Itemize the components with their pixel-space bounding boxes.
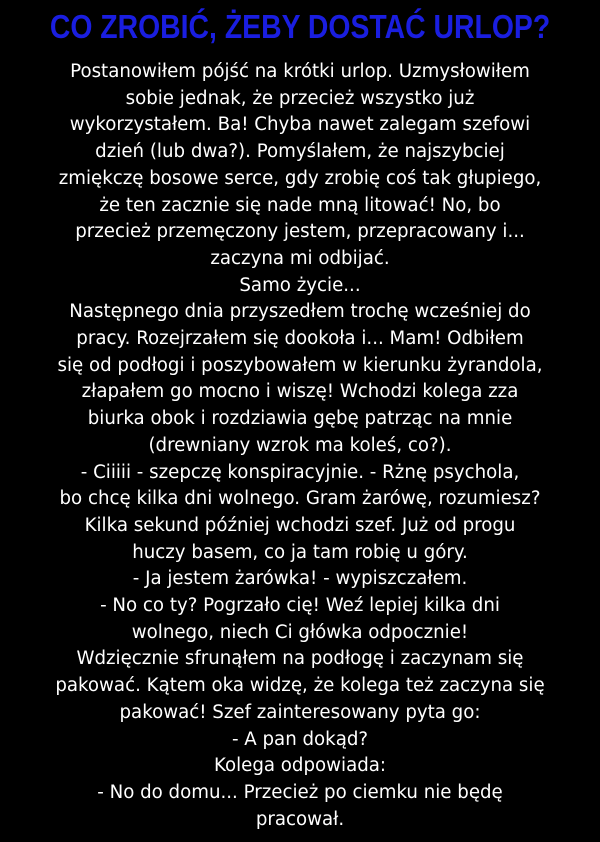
story-line: dzień (lub dwa?). Pomyślałem, że najszybciej bbox=[95, 141, 505, 163]
story-line: - Ciiiii - szepczę konspiracyjnie. - Rżnę psychola, bbox=[80, 461, 520, 483]
story-line: pracy. Rozejrzałem się dookoła i... Mam! Odbiłem bbox=[76, 328, 524, 350]
story-line: przecież przemęczony jestem, przepracowany i... bbox=[75, 221, 525, 243]
story-line: sobie jednak, że przecież wszystko już bbox=[125, 87, 475, 109]
story-line: że ten zacznie się nade mną litować! No, bo bbox=[99, 194, 501, 216]
story-line: Samo życie... bbox=[239, 274, 361, 296]
story-line: bo chcę kilka dni wolnego. Gram żarówę, rozumiesz? bbox=[59, 488, 541, 510]
story-line: wykorzystałem. Ba! Chyba nawet zalegam szefowi bbox=[69, 114, 531, 136]
story-line: Kolega odpowiada: bbox=[213, 755, 387, 777]
story-line: wolnego, niech Ci główka odpocznie! bbox=[131, 621, 469, 643]
story-line: się od podłogi i poszybowałem w kierunku żyrandola, bbox=[57, 354, 543, 376]
story-line: - Ja jestem żarówka! - wypiszczałem. bbox=[132, 568, 468, 590]
page-title: CO ZROBIĆ, ŻEBY DOSTAĆ URLOP? bbox=[49, 8, 551, 45]
story-line: (drewniany wzrok ma koleś, co?). bbox=[148, 434, 452, 456]
story-line: pakować! Szef zainteresowany pyta go: bbox=[119, 701, 481, 723]
story-line: huczy basem, co ja tam robię u góry. bbox=[132, 541, 468, 563]
story-line: Wdzięcznie sfrunąłem na podłogę i zaczynam się bbox=[76, 648, 524, 670]
story-line: Następnego dnia przyszedłem trochę wcześniej do bbox=[69, 301, 531, 323]
story-line: - No co ty? Pogrzało cię! Weź lepiej kilka dni bbox=[100, 595, 500, 617]
story-line: Kilka sekund później wchodzi szef. Już od progu bbox=[84, 514, 516, 536]
story-line: Postanowiłem pójść na krótki urlop. Uzmysłowiłem bbox=[70, 61, 530, 82]
story-line: biurka obok i rozdziawia gębę patrząc na mnie bbox=[87, 408, 513, 430]
story-line: zaczyna mi odbijać. bbox=[210, 247, 390, 269]
story-line: złapałem go mocno i wiszę! Wchodzi kolega zza bbox=[81, 381, 519, 403]
story-line: zmiękczę bosowe serce, gdy zrobię coś tak głupiego, bbox=[58, 167, 542, 189]
story-line: - No do domu... Przecież po ciemku nie będę bbox=[97, 781, 503, 803]
story-text bbox=[20, 59, 580, 833]
story-line: - A pan dokąd? bbox=[231, 728, 369, 750]
story-line: pakować. Kątem oka widzę, że kolega też zaczyna się bbox=[55, 675, 545, 697]
story-line: pracował. bbox=[255, 808, 345, 830]
